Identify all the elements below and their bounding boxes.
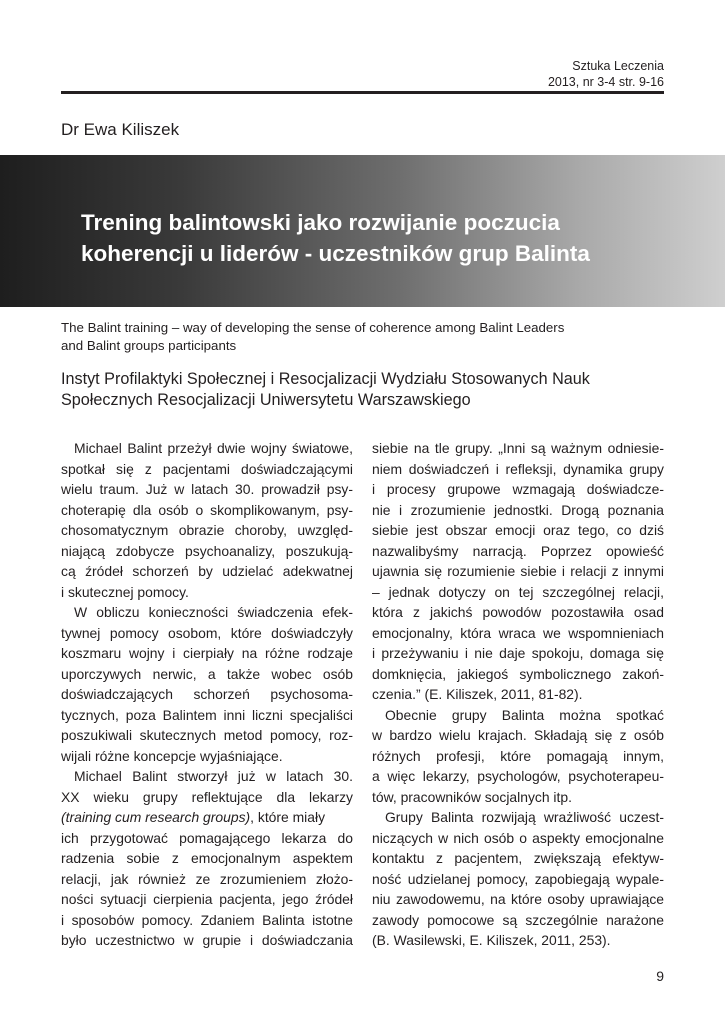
journal-name: Sztuka Leczenia [572,59,664,73]
text-line: spotkał się z pacjentami doświadczającymi [61,460,353,477]
text-line: ich przygotować pomagającego lekarza do [61,829,353,846]
text-line: domknięcia, jakiegoś symbolicznego zakoń- [372,665,664,682]
text-line: chosomatycznym obrazie choroby, uwzględ- [61,522,353,538]
text-line: XX wieku grupy reflektujące dla lekarzy [61,788,353,805]
text-line: wielu traum. Już w latach 30. prowadził psy- [61,481,353,497]
text-line: Obecnie grupy Balinta można spotkać [385,706,664,723]
text-line: siebie na tle grupy. „Inni są ważnym odniesie- [372,440,664,456]
text-line: nie i zrozumienie jednostki. Drogą poznania [372,501,664,518]
text-line: tów, pracowników socjalnych itp. [372,788,572,805]
text-line: a więc lekarzy, psychologów, psychoterapeu- [372,768,664,784]
text-line: emocjonalny, która wraca we wspomnieniach [372,624,664,641]
text-line: siebie jest obszar emocji oraz tego, co dziś [372,522,664,538]
text-line: niem doświadczeń i refleksji, dynamika grupy [372,460,664,477]
text-line: tycznych, poza Balintem inni liczni specjaliści [61,706,353,723]
title-line: koherencji u liderów - uczestników grup Balinta [81,241,590,266]
text-line: ności sytuacji cierpienia pacjenta, jego źródeł [61,891,353,907]
text-line: ujawnia się rozumienie siebie i relacji z innymi [372,563,664,579]
author-name: Dr Ewa Kiliszek [61,120,180,139]
text-line: radzenia sobie z emocjonalnym aspektem [61,850,353,866]
text-line: Michael Balint przeżył dwie wojny światowe, [74,440,353,456]
text-line: nazwalibyśmy narracją. Poprzez opowieść [372,542,664,559]
left-column [61,438,353,951]
text-line: Grupy Balinta rozwijają wrażliwość uczest- [385,809,664,825]
text-line: niczących w nich osób o aspekty emocjonalne [372,829,664,846]
institution [61,369,666,411]
institution-line: Instyt Profilaktyki Społecznej i Resocjalizacji Wydziału Stosowanych Nauk [61,370,590,388]
text-line: wijali różne koncepcje wyjaśniające. [61,747,283,764]
header-rule [61,91,664,94]
text-line: W obliczu konieczności świadczenia efek- [74,604,353,620]
page-number: 9 [656,968,664,984]
text-line: (B. Wasilewski, E. Kiliszek, 2011, 253). [372,932,611,948]
text-line: cą źródeł schorzeń by udzielać adekwatnej [61,563,353,579]
text-line: i przeżywaniu i nie daje spokoju, domaga się [372,645,664,661]
text-line: i skutecznej pomocy. [61,583,189,600]
text-line: niającą zdobycze psychoanalizy, poszukują- [61,542,353,559]
text-line: relacji, jak również ze zrozumieniem złożo- [61,870,353,887]
text-line: zawody pomocowe są szczególnie narażone [372,911,664,928]
text-line: i procesy grupowe wzmagają doświadcze- [372,481,664,497]
italic-phrase: (training cum research groups) [61,809,251,825]
text-line: doświadczających schorzeń psychosoma- [61,686,353,702]
institution-line: Społecznych Resocjalizacji Uniwersytetu Warszawskiego [61,391,471,409]
text-line: ność udzielanej pomocy, zapobiegają wypale- [372,870,664,887]
text-line: niu zawodowemu, na które osoby uprawiające [372,891,664,907]
text-line: koszmaru wojny i cierpiały na różne rodzaje [61,645,353,661]
title-line: Trening balintowski jako rozwijanie poczucia [81,210,560,235]
text-line: czenia.” (E. Kiliszek, 2011, 81-82). [372,686,583,702]
article-title [81,207,681,269]
english-title-line: The Balint training – way of developing the sense of coherence among Balint Leaders [61,320,565,335]
text-line: choterapię dla osób o skomplikowanym, psy- [61,501,353,518]
text-line: różnych profesji, które pomagają innym, [372,747,664,764]
text-line [61,807,353,828]
text-line: która z jakichś powodów pozostawiła osad [372,604,664,620]
text-line: było uczestnictwo w grupie i doświadczania [61,932,353,948]
english-title-line: and Balint groups participants [61,338,237,353]
journal-issue: 2013, nr 3-4 str. 9-16 [547,75,664,89]
text-line: kontaktu z pacjentem, zwiększają efektyw- [372,850,664,866]
text-fragment: , które miały [250,809,326,825]
english-title [61,319,666,355]
text-line: uporczywych nerwic, a także wobec osób [61,665,353,682]
text-line: poszukiwali skutecznych metod pomocy, roz- [61,727,353,743]
text-line: w bardzo wielu krajach. Składają się z osób [372,727,664,743]
text-line: – jednak dotyczy on tej szczególnej relacji, [372,583,664,600]
journal-reference [548,58,664,90]
text-line: tywnej pomocy osobom, które doświadczyły [61,624,353,641]
right-column [372,438,664,951]
text-line: i sposobów pomocy. Zdaniem Balinta istotne [61,911,353,928]
text-line: Michael Balint stworzył już w latach 30. [74,768,353,784]
